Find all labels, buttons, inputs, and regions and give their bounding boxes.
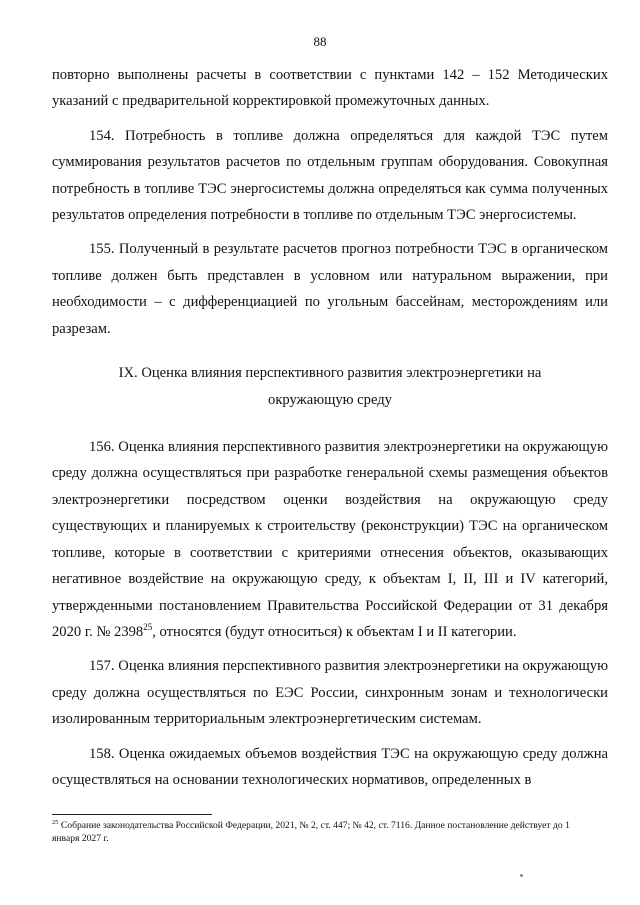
section-heading-line-1: IX. Оценка влияния перспективного развития электроэнергетики на	[118, 365, 542, 382]
footnote-reference: 25	[143, 622, 153, 633]
paragraph-155: 155. Полученный в результате расчетов прогноз потребности ТЭС в органическом топливе должен быть представлен в условном или натуральном выражении, при необходимости – с дифференциацией по угольным бассейнам, месторождениям или разрезам.	[52, 241, 608, 337]
paragraph-158: 158. Оценка ожидаемых объемов воздействия ТЭС на окружающую среду должна осуществляться на основании технологических нормативов, определенных в	[52, 745, 608, 788]
section-heading-line-2: окружающую среду	[268, 392, 392, 409]
paragraph-157: 157. Оценка влияния перспективного развития электроэнергетики на окружающую среду должна осуществляться по ЕЭС России, синхронным зонам и технологически изолированным территориальным электроэнергетическим системам.	[52, 658, 608, 728]
paragraph-156-text: 156. Оценка влияния перспективного развития электроэнергетики на окружающую среду должна осуществляться при разработке генеральной схемы размещения объектов электроэнергетики посредством оценки воздействия на окружающую среду существующих и планируемых к строительству (реконструкции) ТЭС на органическом топливе, которые в соответствии с критериями отнесения объектов, оказывающих негативное воздействие на окружающую среду, к объектам I, II, III и IV категорий, утвержденными постановлением Правительства Российской Федерации от 31 декабря 2020 г. № 2398	[52, 439, 608, 640]
section-heading	[52, 360, 608, 414]
footnote	[52, 820, 592, 845]
page-number: 88	[313, 34, 327, 49]
footnote-text: Собрание законодательства Российской Федерации, 2021, № 2, ст. 447; № 42, ст. 7116. Данное постановление действует до 1 января 2027 г.	[52, 820, 570, 844]
scan-mark	[520, 874, 523, 877]
footnote-number: 25	[52, 818, 59, 826]
paragraph-156	[52, 434, 608, 645]
paragraph-continuation: повторно выполнены расчеты в соответствии с пунктами 142 – 152 Методических указаний с предварительной корректировкой промежуточных данных.	[52, 67, 608, 110]
body-text	[52, 62, 608, 801]
paragraph-154: 154. Потребность в топливе должна определяться для каждой ТЭС путем суммирования результатов расчетов по отдельным группам оборудования. Совокупная потребность в топливе ТЭС энергосистемы должна определяться как сумма полученных результатов определения потребности в топливе по отдельным ТЭС энергосистемы.	[52, 127, 608, 224]
paragraph-156-text-end: , относятся (будут относиться) к объектам I и II категории.	[152, 623, 517, 640]
footnote-divider	[52, 814, 212, 815]
